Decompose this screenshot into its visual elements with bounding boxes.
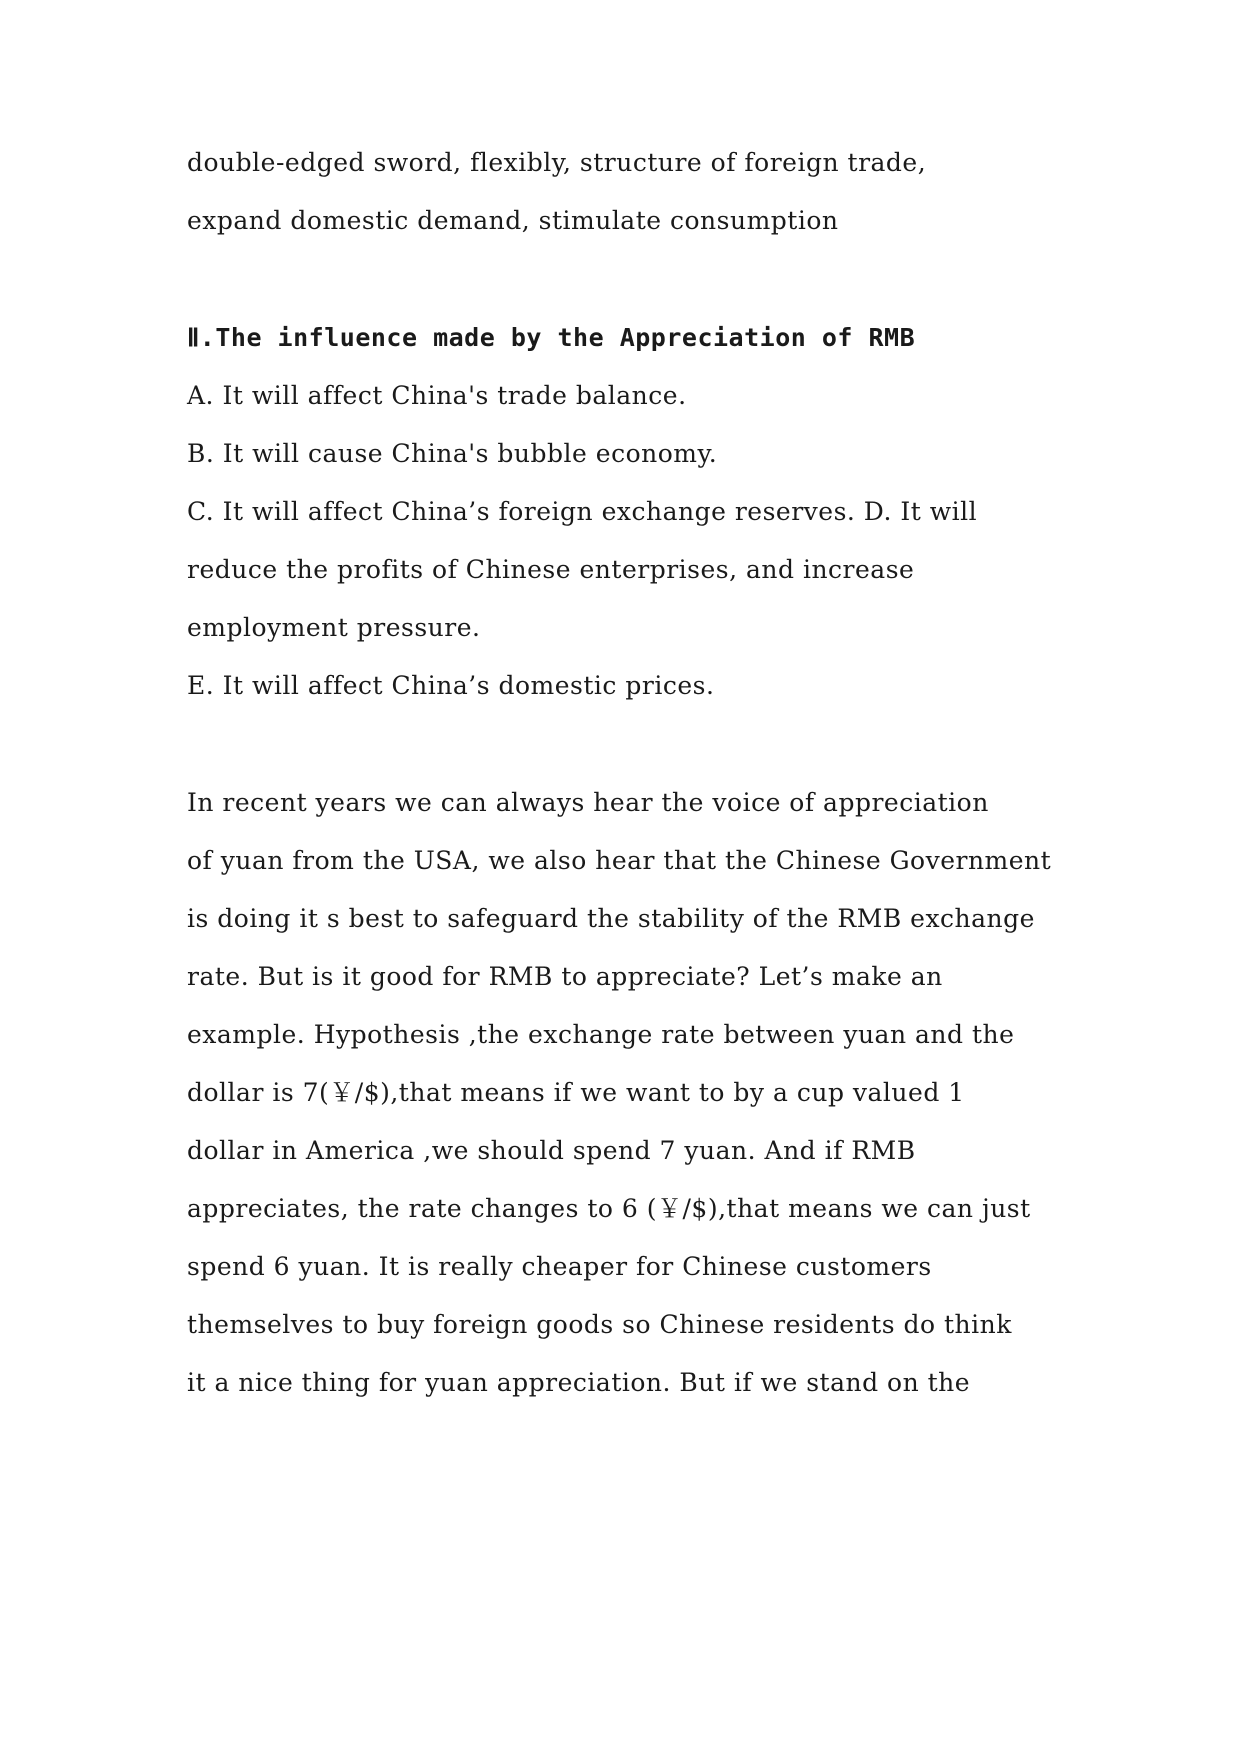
paragraph-line: themselves to buy foreign goods so Chinese residents do think [187, 1310, 1012, 1339]
intro-line: double-edged sword, flexibly, structure of foreign trade, [187, 148, 927, 177]
list-item: E. It will affect China’s domestic prices. [187, 671, 715, 700]
list-item: C. It will affect China’s foreign exchange reserves. D. It will [187, 497, 978, 526]
paragraph-line: In recent years we can always hear the voice of appreciation [187, 788, 989, 817]
list-item: employment pressure. [187, 613, 481, 642]
list-item: A. It will affect China's trade balance. [187, 381, 687, 410]
intro-line: expand domestic demand, stimulate consumption [187, 206, 839, 235]
paragraph-line: example. Hypothesis ,the exchange rate between yuan and the [187, 1020, 1015, 1049]
paragraph-line: it a nice thing for yuan appreciation. But if we stand on the [187, 1368, 971, 1397]
paragraph-line: of yuan from the USA, we also hear that the Chinese Government [187, 846, 1052, 875]
section-heading: Ⅱ.The influence made by the Appreciation of RMB [187, 323, 916, 352]
list-item: reduce the profits of Chinese enterprises, and increase [187, 555, 915, 584]
paragraph-line: is doing it s best to safeguard the stability of the RMB exchange [187, 904, 1035, 933]
list-item: B. It will cause China's bubble economy. [187, 439, 718, 468]
paragraph-line: spend 6 yuan. It is really cheaper for Chinese customers [187, 1252, 932, 1281]
paragraph-line: rate. But is it good for RMB to appreciate? Let’s make an [187, 962, 943, 991]
paragraph-line: appreciates, the rate changes to 6 (￥/$),that means we can just [187, 1194, 1031, 1223]
paragraph-line: dollar in America ,we should spend 7 yuan. And if RMB [187, 1136, 916, 1165]
paragraph-line: dollar is 7(￥/$),that means if we want to by a cup valued 1 [187, 1078, 965, 1107]
